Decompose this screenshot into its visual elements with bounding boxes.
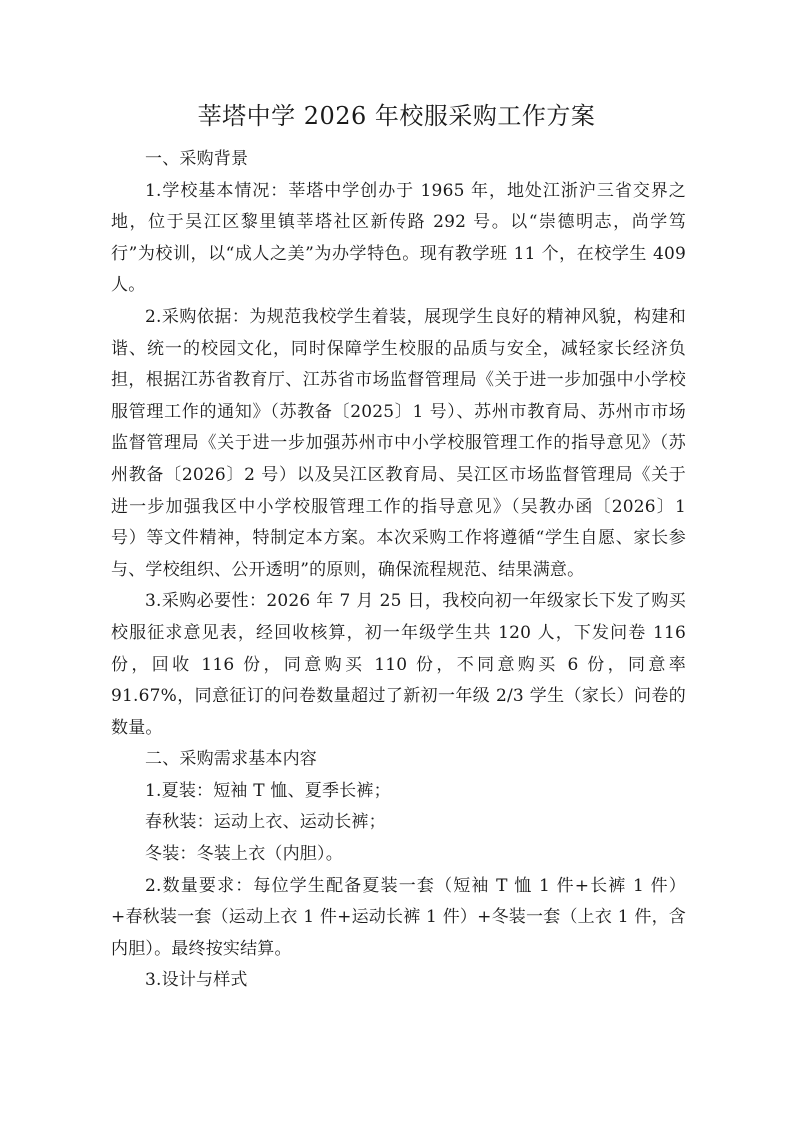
paragraph-winter-wear: 冬装：冬装上衣（内胆）。 [145, 844, 343, 865]
section-heading-requirements: 二、采购需求基本内容 [145, 749, 317, 770]
document-body [111, 144, 686, 997]
paragraph-summer-wear: 1.夏装：短袖 T 恤、夏季长裤； [145, 780, 391, 801]
section-heading-background: 一、采购背景 [145, 149, 249, 169]
paragraph-spring-autumn-wear: 春秋装：运动上衣、运动长裤； [145, 812, 386, 833]
document-title: 莘塔中学 2026 年校服采购工作方案 [197, 102, 596, 130]
paragraph-design-style: 3.设计与样式 [145, 970, 248, 991]
paragraph-school-info: 1.学校基本情况：莘塔中学创办于 1965 年，地处江浙沪三省交界之地，位于吴江区黎里镇莘塔社区新传路 292 号。以“崇德明志，尚学笃行”为校训，以“成人之美”为办学特色。现有教学班 11 个，在校学生 409 人。 [111, 180, 686, 296]
paragraph-quantity-requirement: 2.数量要求：每位学生配备夏装一套（短袖 T 恤 1 件+长裤 1 件）+春秋装一套（运动上衣 1 件+运动长裤 1 件）+冬装一套（上衣 1 件，含内胆）。最终按实结算。 [111, 875, 686, 959]
paragraph-procurement-basis: 2.采购依据：为规范我校学生着装，展现学生良好的精神风貌，构建和谐、统一的校园文化，同时保障学生校服的品质与安全，减轻家长经济负担，根据江苏省教育厅、江苏省市场监督管理局《关于进一步加强中小学校服管理工作的通知》（苏教备〔2025〕1 号）、苏州市教育局、苏州市市场监督管理局《关于进一步加强苏州市中小学校服管理工作的指导意见》（苏州教备〔2026〕2 号）以及吴江区教育局、吴江区市场监督管理局《关于进一步加强我区中小学校服管理工作的指导意见》（吴教办函〔2026〕1 号）等文件精神，特制定本方案。本次采购工作将遵循“学生自愿、家长参与、学校组织、公开透明”的原则，确保流程规范、结果满意。 [111, 306, 686, 580]
paragraph-procurement-necessity: 3.采购必要性：2026 年 7 月 25 日，我校向初一年级家长下发了购买校服征求意见表，经回收核算，初一年级学生共 120 人，下发问卷 116 份，回收 116 份，同意购买 110 份，不同意购买 6 份，同意率 91.67%，同意征订的问卷数量超过了新初一年级 2/3 学生（家长）问卷的数量。 [111, 591, 686, 738]
